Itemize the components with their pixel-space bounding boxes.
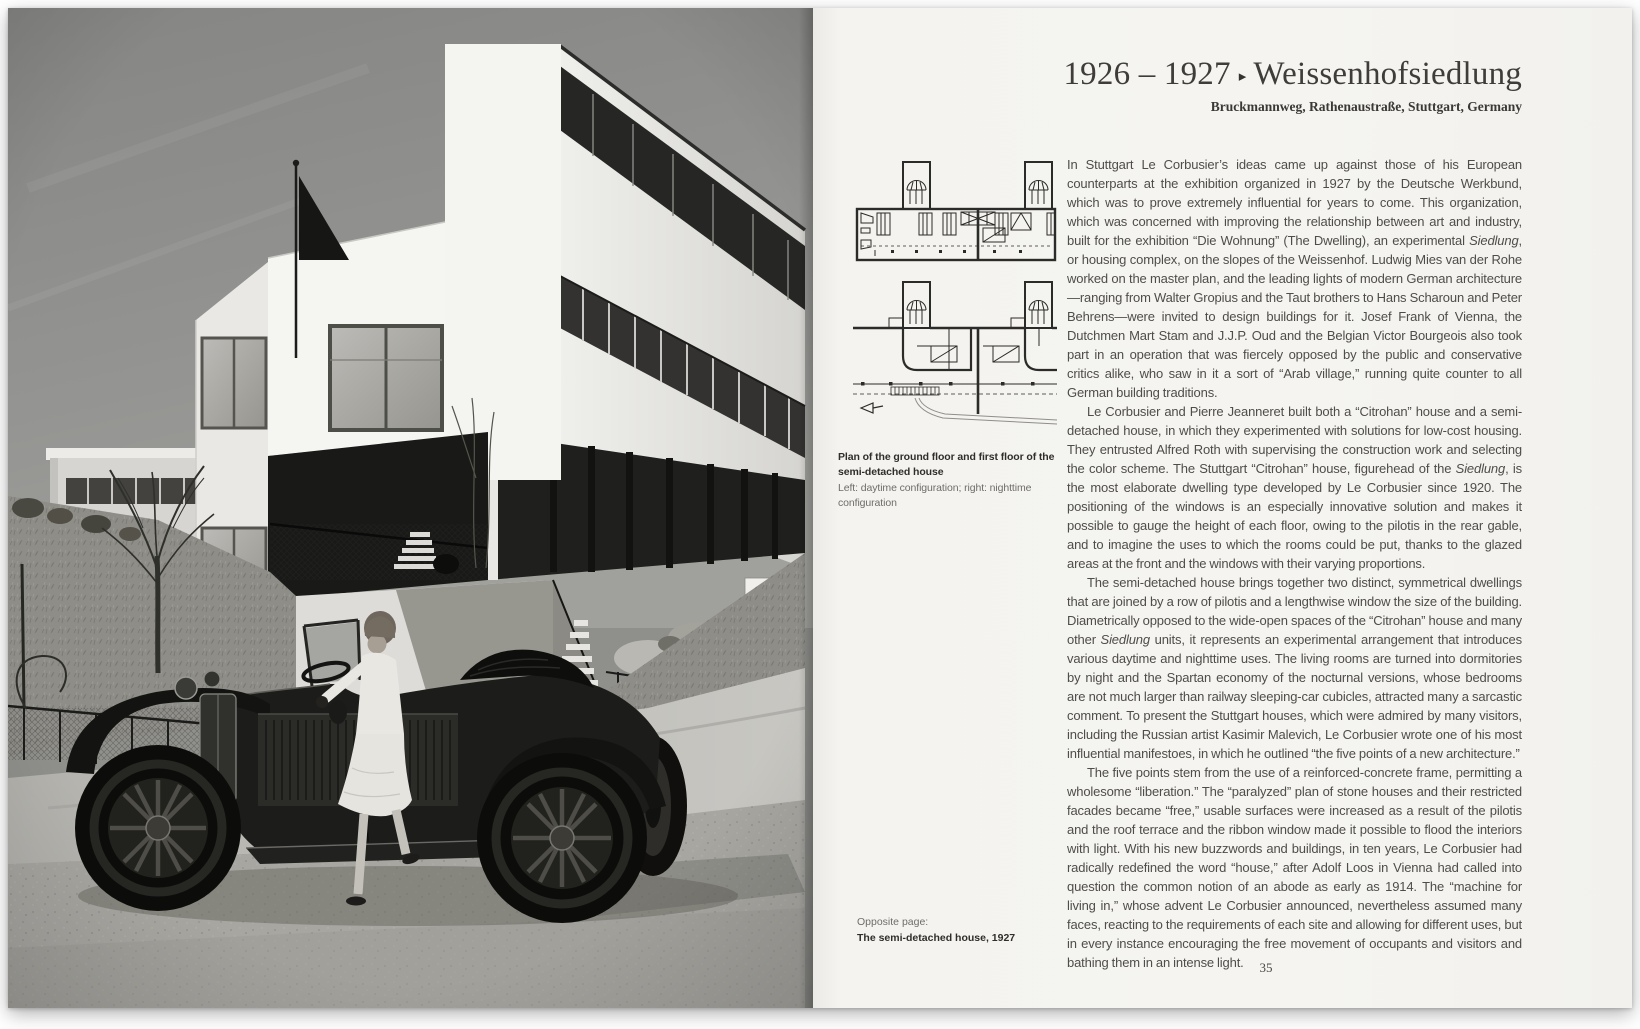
figure-caption-title: Plan of the ground floor and first floor of the semi-detached house: [838, 451, 1055, 478]
title-text: Weissenhofsiedlung: [1253, 56, 1522, 92]
body-text: In Stuttgart Le Corbusier’s ideas came up against those of his European counterparts at the exhibition organized in 1927 by the Deutsche Werkbund, which was to prove extremely influential for years to come. This organization, which was concerned with improving the relationship between art and industry, built for the exhibition “Die Wohnung” (The Dwelling), an experimental Siedlung, or housing complex, on the slopes of the Weissenhof. Ludwig Mies van der Rohe worked on the master plan, and the leading lights of modern German architecture—ranging from Walter Gropius and the Taut brothers to Hans Scharoun and Peter Behrens—were invited to design buildings for it. Josef Frank of Vienna, the Dutchmen Mart Stam and J.J.P. Oud and the Belgian Victor Bourgeois also took part in an operation that was fiercely opposed by the public and conservative critics alike, who saw in it a sort of “Arab village,” running quite counter to all German building traditions. Le Corbusier and Pierre Jeanneret built both a “Citrohan” house and a semi-detached house, in which they experimented with solutions for low-cost housing. They entrusted Alfred Roth with supervising the construction work and selecting the color scheme. The Stuttgart “Citrohan” house, figurehead of the Siedlung, is the most elaborate dwelling type developed by Le Corbusier since 1920. The positioning of the windows is an especially innovative solution and makes it possible to gauge the height of each floor, owing to the pilotis in the rear gable, and to imagine the uses to which the rooms could be put, thanks to the glazed areas at the front and the windows with their varying proportions. The semi-detached house brings together two distinct, symmetrical dwellings that are joined by a row of pilotis and a lengthwise window the size of the building. Diametrically opposed to the wide-open spaces of the “Citrohan” house and many other Siedlung units, it represents an experimental arrangement that introduces various daytime and nighttime uses. The living rooms are turned into dormitories by night and the Spartan economy of the nocturnal versions, whose bedrooms are not much larger than railway sleeping-car cubicles, attracted many a sarcastic comment. To present the Stuttgart houses, which were admired by many visitors, including the Russian artist Kasimir Malevich, Le Corbusier wrote one of his most influential manifestoes, in which he outlined “the five points of a new architecture.” The five points stem from the use of a reinforced-concrete frame, permitting a wholesome “liberation.” The “paralyzed” plan of stone houses and their restricted facades became “free,” usable surfaces were increased as a result of the pilotis and the roof terrace and the ribbon window made it possible to flood the interiors with light. With his new buzzwords and buildings, in ten years, Le Corbusier had radically redefined the word “house,” after Adolf Loos in Vienna had called into question the common notion of an abode as early as 1914. The “machine for living in,” whose advent Le Corbusier announced, nevertheless assumed many faces, reacting to the requirements of each site and allowing for different uses, but in every instance encouraging the free movement of occupants and visitors and bathing them in an intense light.: [1067, 157, 1522, 970]
arrow-marker-icon: ▸: [1238, 69, 1247, 85]
figure-caption: [838, 450, 1082, 511]
chapter-header: [1063, 56, 1522, 115]
opposite-page-label: Opposite page:: [857, 916, 929, 928]
left-page-photo: [8, 8, 813, 1008]
figure-caption-note: Left: daytime configuration; right: nighttime configuration: [838, 482, 1032, 509]
years-range: 1926 – 1927: [1063, 56, 1231, 92]
floor-plan-ground-floor: [853, 280, 1057, 428]
page-number: 35: [1259, 960, 1273, 975]
photo-semi-detached-house: [8, 8, 813, 1008]
floor-plan-first-floor: [855, 160, 1057, 266]
book-spread: [8, 8, 1632, 1008]
opposite-page-title: The semi-detached house, 1927: [857, 932, 1016, 944]
subtitle-address: Bruckmannweg, Rathenaustraße, Stuttgart, Germany: [1210, 99, 1522, 114]
right-page: [813, 8, 1632, 1008]
page-title: [1063, 56, 1522, 95]
opposite-page-caption: [857, 914, 1117, 946]
north-arrow-icon: [861, 403, 883, 413]
